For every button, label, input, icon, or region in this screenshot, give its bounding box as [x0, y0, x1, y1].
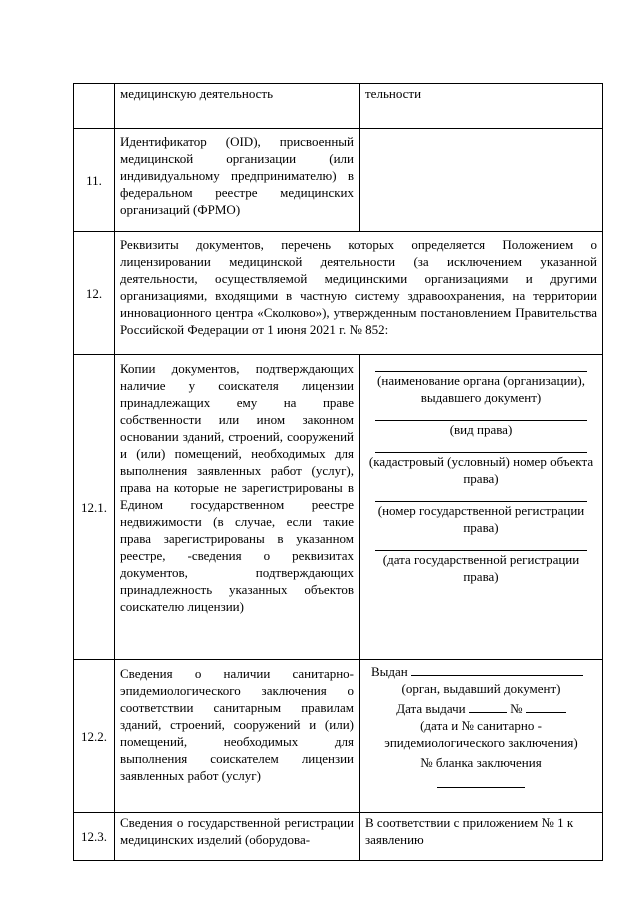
- row-value-text: В соответствии с приложением № 1 к заявлению: [365, 815, 574, 847]
- row-label-cell: [115, 813, 360, 861]
- table-row-11: [74, 129, 603, 232]
- row-number-cell: [74, 660, 115, 813]
- row-value-cell: [360, 84, 603, 129]
- issued-by-label: Выдан: [371, 664, 408, 679]
- row-number: 12.: [85, 285, 103, 301]
- registration-date-caption: (дата государственной регистрации права): [382, 552, 580, 584]
- issue-date-blank[interactable]: [469, 711, 507, 713]
- issue-date-line: [365, 700, 597, 717]
- form-number-label: № бланка заключения: [420, 755, 542, 770]
- section-heading-cell: [115, 232, 603, 355]
- row-label-cell: [115, 660, 360, 813]
- issuing-authority-caption: (наименование органа (организации), выдавшего документ): [377, 373, 585, 405]
- issuer-caption: (орган, выдавший документ): [401, 681, 561, 696]
- conclusion-number-blank[interactable]: [526, 711, 566, 713]
- form-number-blank-line[interactable]: [437, 787, 525, 788]
- row-number: 12.1.: [81, 499, 107, 515]
- row-number: 11.: [86, 172, 102, 188]
- row-value-cell: [360, 813, 603, 861]
- number-sign: №: [510, 701, 523, 716]
- issue-date-label: Дата выдачи: [396, 701, 466, 716]
- oid-value-cell[interactable]: [360, 129, 603, 232]
- row-label-text: Идентификатор (OID), присвоенный медицинской организации (или индивидуальному предпринимателю) в федеральном реестре медицинских организаций (ФРМО): [120, 134, 354, 217]
- row-value-text: тельности: [365, 86, 422, 101]
- row-number-cell: [74, 232, 115, 355]
- application-form-table: [73, 83, 603, 861]
- table-row-12: [74, 232, 603, 355]
- table-row-continued: [74, 84, 603, 129]
- right-type-caption: (вид права): [449, 422, 513, 437]
- row-label-cell: [115, 129, 360, 232]
- table-row-12-2: [74, 660, 603, 813]
- sanitary-conclusion-cell: [360, 660, 603, 813]
- row-number-cell: [74, 355, 115, 660]
- registration-number-caption: (номер государственной регистрации права): [377, 503, 585, 535]
- row-label-cell: [115, 84, 360, 129]
- date-number-caption: (дата и № санитарно - эпидемиологического заключения): [384, 718, 578, 750]
- row-number: 12.3.: [81, 829, 107, 844]
- table-row-12-1: [74, 355, 603, 660]
- row-number-cell: [74, 129, 115, 232]
- issued-by-line: [365, 663, 597, 680]
- row-label-cell: [115, 355, 360, 660]
- row-number-cell: [74, 813, 115, 861]
- row-label-text: Копии документов, подтверждающих наличие у соискателя лицензии принадлежащих ему на праве собственности или ином законном основании зданий, строений, сооружений и (или) помещений, необходимых для выполнения заявленных работ (услуг), права на которые не зарегистрированы в Едином государственном реестре недвижимости (в случае, если такие права зарегистрированы в указанном реестре, -сведения о реквизитах документов, подтверждающих принадлежность указанных объектов соискателю лицензии): [120, 361, 354, 614]
- table-row-12-3: [74, 813, 603, 861]
- row-number: 12.2.: [81, 728, 107, 744]
- issued-by-blank[interactable]: [411, 674, 583, 676]
- section-heading-text: Реквизиты документов, перечень которых определяется Положением о лицензировании медицинской деятельности (за исключением указанной деятельности, осуществляемой медицинскими организациями и другими организациями, входящими в частную систему здравоохранения, на территории инновационного центра «Сколково»), утвержденным постановлением Правительства Российской Федерации от 1 июня 2021 г. № 852:: [120, 237, 597, 337]
- row-number-cell: [74, 84, 115, 129]
- property-fields-cell: [360, 355, 603, 660]
- row-label-text: Сведения о государственной регистрации медицинских изделий (оборудова-: [120, 815, 354, 847]
- row-label-text: медицинскую деятельность: [120, 86, 274, 101]
- row-label-text: Сведения о наличии санитарно-эпидемиологического заключения о соответствии санитарным правилам зданий, строений, сооружений и (или) помещений, необходимых для выполнения соискателем лицензии заявленных работ (услуг): [120, 666, 354, 783]
- cadastral-number-caption: (кадастровый (условный) номер объекта права): [368, 454, 594, 486]
